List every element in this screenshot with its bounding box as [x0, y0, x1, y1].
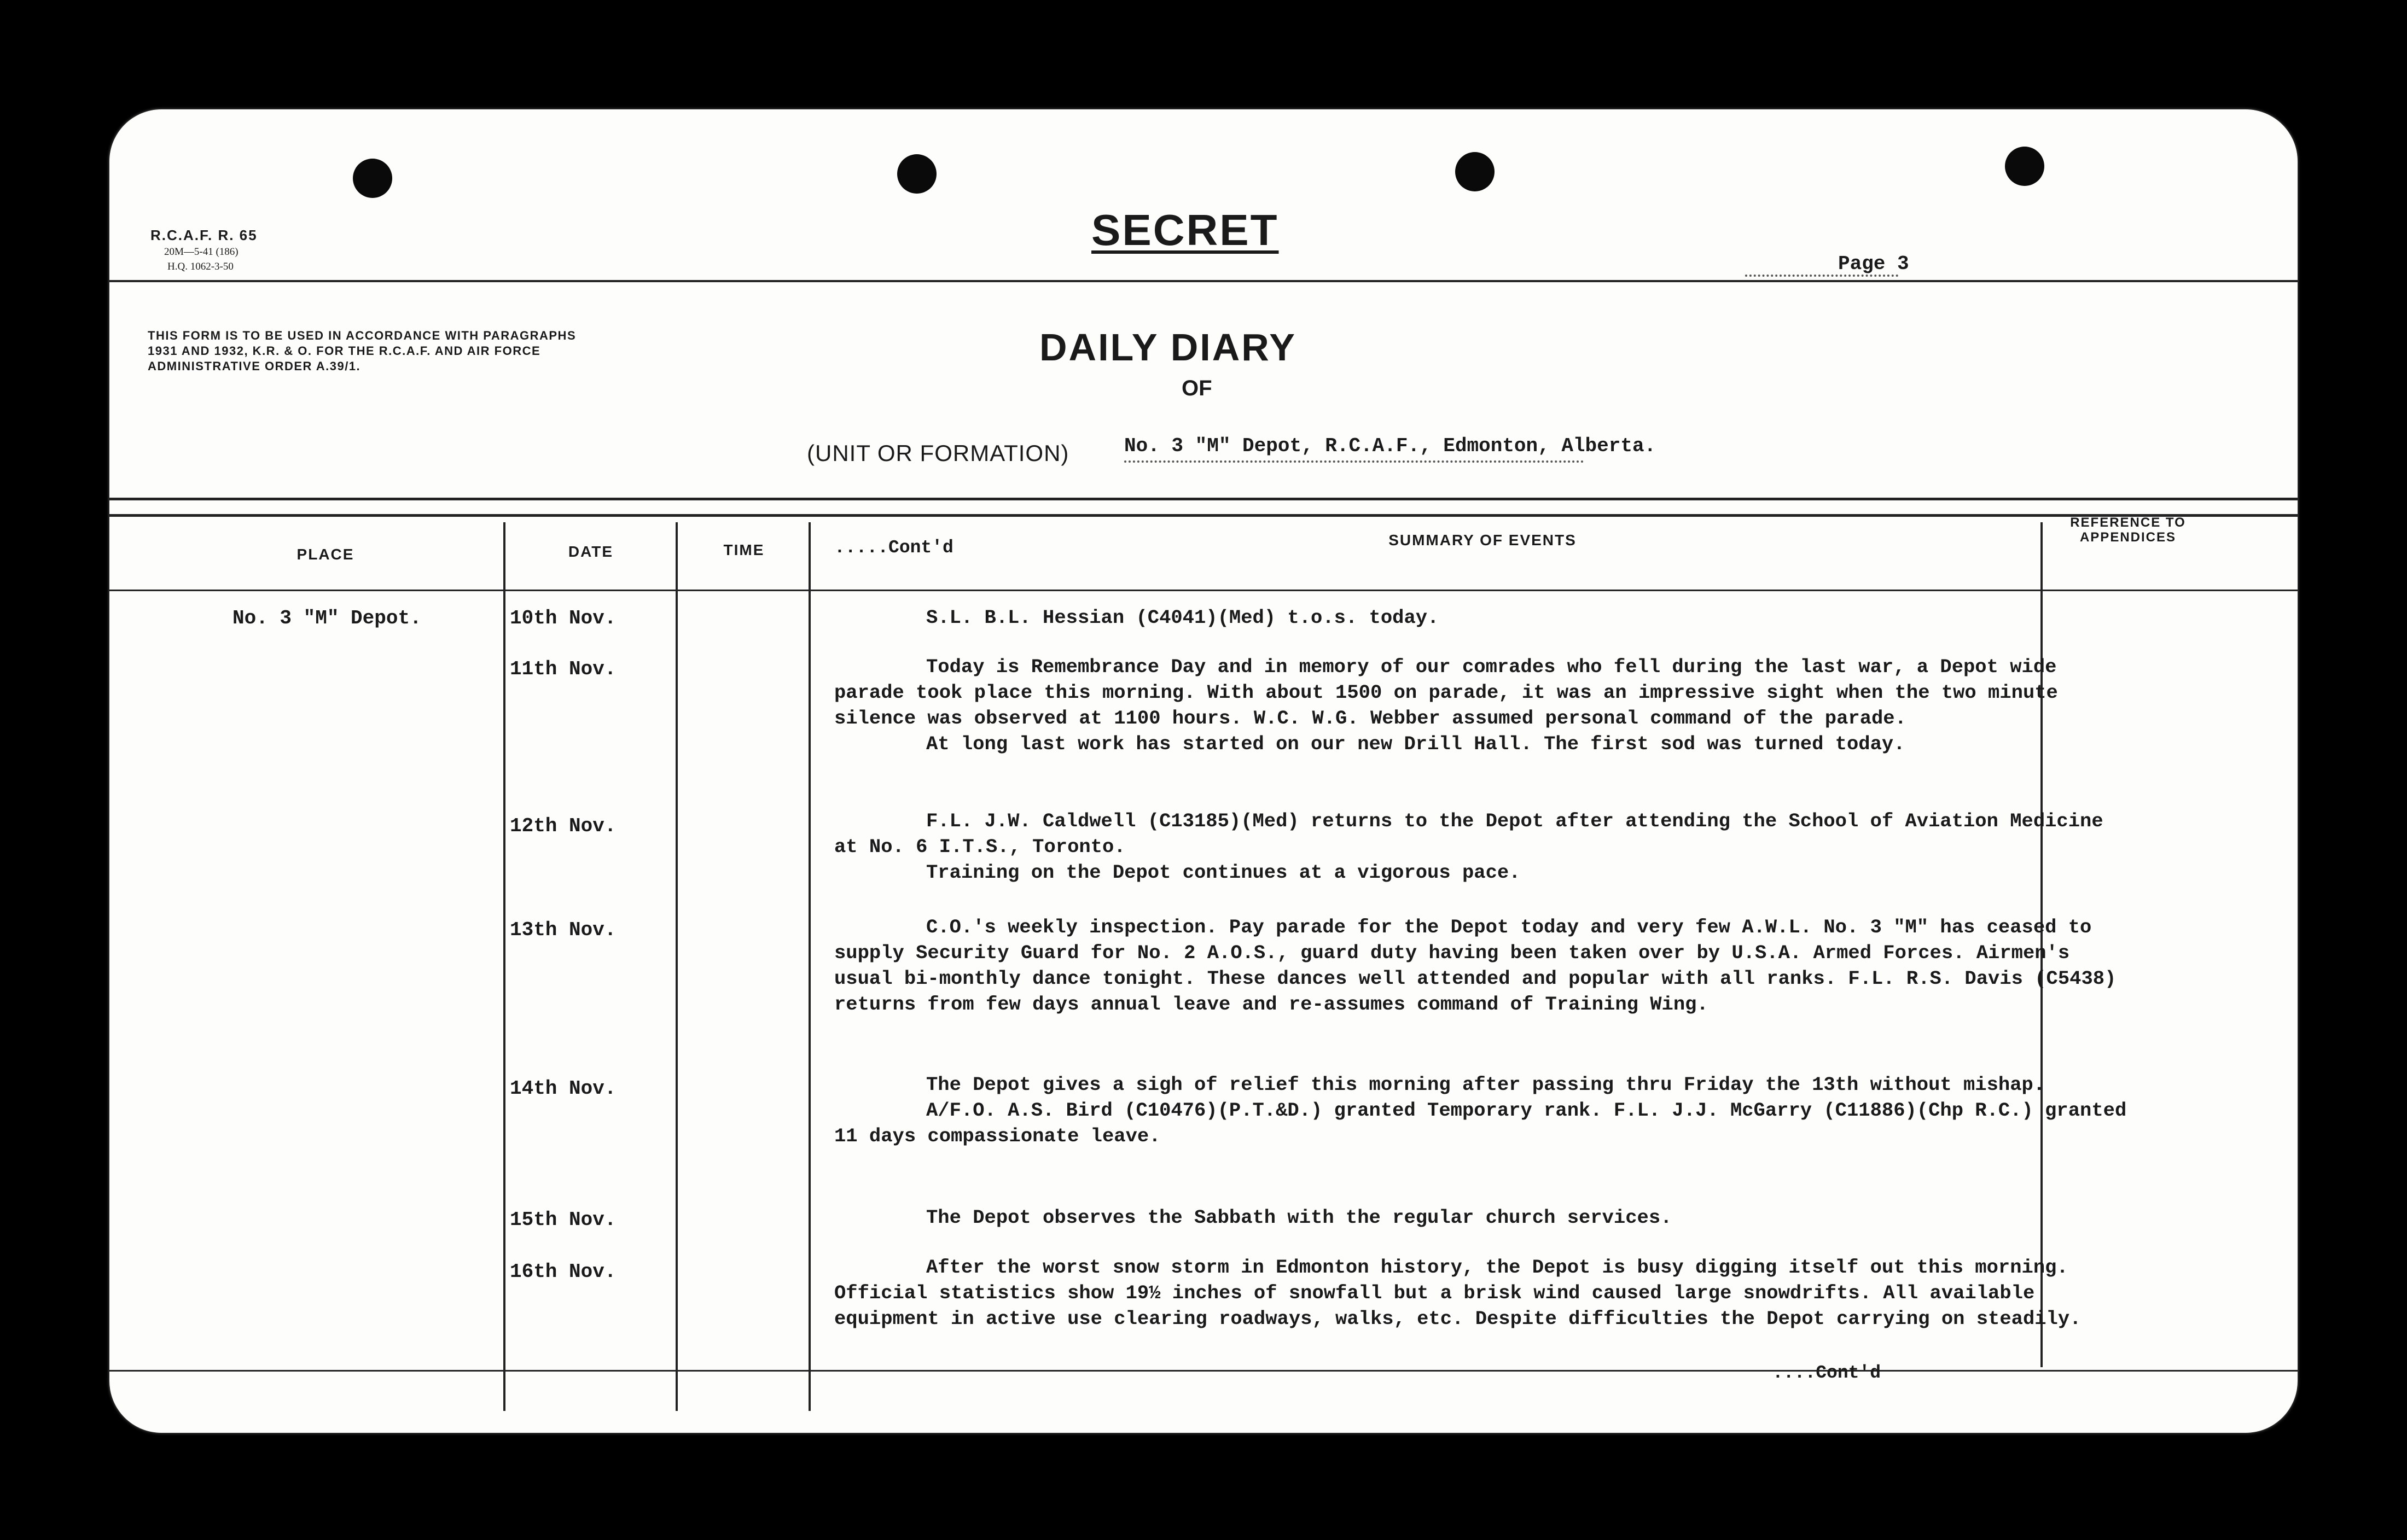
unit-value: No. 3 "M" Depot, R.C.A.F., Edmonton, Alberta.	[1124, 435, 1656, 457]
punch-hole	[1455, 152, 1495, 191]
punch-hole	[897, 154, 937, 194]
col-header-date: DATE	[568, 543, 614, 560]
entry-paragraph: C.O.'s weekly inspection. Pay parade for the Depot today and very few A.W.L. No. 3 "M" has ceased to supply Security Guard for No. 2 A.O.S., guard duty having been taken over by U.S.A. Armed Forces. Airmen's usual bi-monthly dance tonight. These dances well attended and popular with all ranks. F.L. R.S. Davis (C5438) returns from few days annual leave and re-assumes command of Training Wing.	[834, 916, 2117, 1016]
entry-summary	[834, 654, 2133, 757]
entry-paragraph: The Depot observes the Sabbath with the regular church services.	[926, 1206, 1672, 1229]
entry-date: 15th Nov.	[510, 1209, 617, 1231]
entry-date: 16th Nov.	[510, 1261, 617, 1283]
col-header-time: TIME	[723, 541, 765, 558]
contd-top: .....Cont'd	[834, 538, 954, 558]
page-dotted-line	[1745, 275, 1898, 277]
form-number: R.C.A.F. R. 65	[150, 227, 258, 243]
entry-summary	[834, 1072, 2133, 1149]
table-bottom-rule	[109, 1370, 2298, 1372]
place-value: No. 3 "M" Depot.	[232, 607, 422, 629]
classification-heading: SECRET	[1091, 206, 1279, 254]
unit-dotted-line	[1124, 460, 1584, 463]
entry-summary	[834, 1255, 2133, 1332]
entry-summary	[834, 1205, 2133, 1230]
entry-paragraph: At long last work has started on our new Drill Hall. The first sod was turned today.	[926, 733, 1905, 755]
col-header-reference: REFERENCE TO APPENDICES	[2070, 515, 2186, 545]
entry-date: 14th Nov.	[510, 1077, 617, 1100]
entry-date: 11th Nov.	[510, 658, 617, 680]
entry-paragraph: The Depot gives a sigh of relief this morning after passing thru Friday the 13th without mishap.	[926, 1074, 2045, 1096]
entry-date: 12th Nov.	[510, 815, 617, 837]
column-divider	[676, 522, 678, 1411]
entry-paragraph: Training on the Depot continues at a vigorous pace.	[926, 861, 1521, 884]
table-top-rule	[109, 514, 2298, 517]
header-rule	[109, 280, 2298, 282]
diary-page	[109, 109, 2298, 1433]
entry-paragraph: Today is Remembrance Day and in memory of our comrades who fell during the last war, a Depot wide parade took place this morning. With about 1500 on parade, it was an impressive sight when the two minute silence was observed at 1100 hours. W.C. W.G. Webber assumed personal command of the parade.	[834, 656, 2058, 730]
unit-label: (UNIT OR FORMATION)	[807, 440, 1069, 466]
form-instructions: THIS FORM IS TO BE USED IN ACCORDANCE WITH PARAGRAPHS 1931 AND 1932, K.R. & O. FOR THE R.C.A.F. AND AIR FORCE ADMINISTRATIVE ORDER A.39/1.	[148, 329, 577, 373]
diary-title: DAILY DIARY	[1039, 326, 1296, 369]
entry-paragraph: S.L. B.L. Hessian (C4041)(Med) t.o.s. today.	[926, 606, 1439, 629]
col-header-summary: SUMMARY OF EVENTS	[1388, 532, 1577, 549]
form-hq-line: H.Q. 1062-3-50	[167, 261, 234, 272]
contd-bottom: ....Cont'd	[1772, 1363, 1881, 1383]
entry-summary	[834, 808, 2133, 885]
entry-date: 13th Nov.	[510, 919, 617, 941]
entry-date: 10th Nov.	[510, 607, 617, 629]
punch-hole	[2005, 147, 2044, 186]
table-top-rule	[109, 498, 2298, 500]
col-header-place: PLACE	[296, 546, 354, 563]
diary-title-of: OF	[1182, 376, 1212, 400]
column-divider	[809, 522, 811, 1411]
page-number: Page 3	[1838, 253, 1909, 275]
entry-paragraph: After the worst snow storm in Edmonton history, the Depot is busy digging itself out this morning. Official statistics show 19½ inches of snowfall but a brisk wind caused large snowdrifts. All available equipment in active use clearing roadways, walks, etc. Despite difficulties the Depot carrying on steadily.	[834, 1256, 2082, 1330]
entry-summary	[834, 605, 2133, 631]
entry-summary	[834, 914, 2133, 1017]
entry-paragraph: A/F.O. A.S. Bird (C10476)(P.T.&D.) granted Temporary rank. F.L. J.J. McGarry (C11886)(Chp R.C.) granted 11 days compassionate leave.	[834, 1099, 2127, 1147]
punch-hole	[353, 159, 392, 198]
form-print-line: 20M—5-41 (186)	[164, 246, 239, 258]
column-divider	[503, 522, 505, 1411]
entry-paragraph: F.L. J.W. Caldwell (C13185)(Med) returns to the Depot after attending the School of Aviation Medicine at No. 6 I.T.S., Toronto.	[834, 810, 2103, 858]
column-header-rule	[109, 590, 2298, 591]
